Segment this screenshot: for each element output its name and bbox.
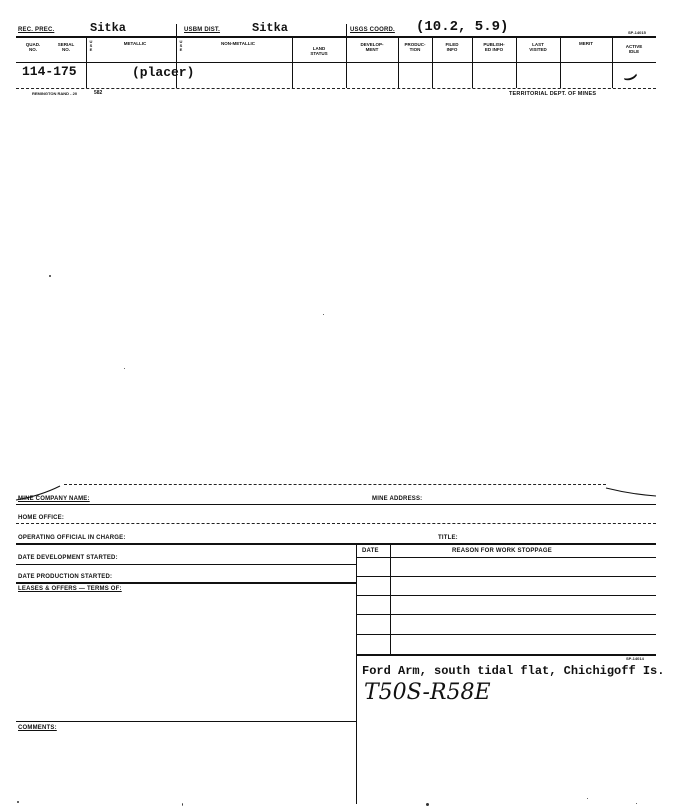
scan-speck (323, 314, 324, 315)
stoppage-row-5 (356, 654, 656, 656)
location-note: Ford Arm, south tidal flat, Chichigoff Is. (362, 664, 665, 678)
date-production-label: DATE PRODUCTION STARTED: (18, 574, 113, 580)
usbm-divider (346, 24, 347, 37)
usbm-dist-label: USBM DIST. (184, 27, 221, 33)
top-bottom-dash (16, 88, 656, 89)
leases-label: LEASES & OFFERS — TERMS OF: (18, 586, 122, 592)
title-label: TITLE: (438, 535, 458, 541)
rec-prec-label: REC. PREC. (18, 27, 55, 33)
top-footer-right: TERRITORIAL DEPT. OF MINES (509, 91, 597, 97)
col-merit: MERIT (579, 41, 593, 46)
stoppage-row-2 (356, 595, 656, 596)
col-div-2 (176, 37, 177, 88)
stoppage-reason-header: REASON FOR WORK STOPPAGE (452, 548, 552, 554)
scan-speck (124, 368, 125, 369)
stoppage-date-divider (390, 544, 391, 656)
comments-label: COMMENTS: (18, 725, 57, 731)
usgs-coord-value: (10.2, 5.9) (416, 19, 509, 35)
col-production: PRODUC- TION (404, 42, 426, 52)
top-footer-left-code: 582 (94, 90, 103, 96)
date-development-label: DATE DEVELOPMENT STARTED: (18, 555, 118, 561)
stoppage-left-border (356, 544, 357, 804)
active-idle-mark: ) (621, 71, 640, 85)
stoppage-row-4 (356, 634, 656, 635)
col-quad: QUAD. NO. (25, 42, 41, 52)
home-office-label: HOME OFFICE: (18, 515, 65, 521)
usgs-coord-label: USGS COORD. (350, 27, 395, 33)
col-development: DEVELOP- MENT (360, 42, 384, 52)
mine-company-name-label: MINE COMPANY NAME: (18, 496, 90, 502)
date-production-line (16, 582, 356, 584)
scan-speck (49, 275, 51, 277)
col-land-status: LAND STATUS (310, 46, 328, 56)
col-serial: SERIAL NO. (57, 42, 75, 52)
date-development-line (16, 564, 356, 565)
col-last-visited: LAST VISITED (529, 42, 547, 52)
handwritten-note: T50S-R58E (364, 680, 491, 705)
stoppage-date-header: DATE (362, 548, 379, 554)
col-use-metallic: U S E (89, 39, 93, 52)
col-use-nonmetallic: U S E (179, 39, 183, 52)
mine-address-label: MINE ADDRESS: (372, 496, 423, 502)
quad-serial-value: 114-175 (22, 64, 77, 79)
col-nonmetallic: NON-METALLIC (221, 41, 255, 46)
mine-company-line (16, 504, 656, 505)
col-active-idle: ACTIVE IDLE (625, 44, 643, 54)
usbm-dist-value: Sitka (252, 21, 289, 35)
bottom-record-card (0, 480, 678, 810)
col-published-info: PUBLISH- ED INFO (483, 42, 505, 52)
home-office-line (16, 523, 656, 524)
col-div-1 (86, 37, 87, 88)
comments-top-line (16, 721, 356, 722)
col-metallic: METALLIC (123, 41, 147, 46)
bottom-form-number: SP-14014 (626, 656, 644, 661)
col-div-3 (292, 37, 293, 88)
operating-official-line (16, 543, 656, 545)
col-filed-info: FILED INFO (445, 42, 459, 52)
stoppage-row-3 (356, 614, 656, 615)
metallic-value: (placer) (132, 65, 195, 80)
bottom-corner-curves (0, 480, 678, 510)
rec-prec-value: Sitka (90, 21, 127, 35)
rec-prec-divider (176, 24, 177, 37)
top-record-card (0, 0, 678, 100)
top-form-number: SP-14015 (628, 30, 646, 35)
top-footer-left: REMINGTON RAND - 20 (32, 91, 78, 96)
operating-official-label: OPERATING OFFICIAL IN CHARGE: (18, 535, 126, 541)
stoppage-row-1 (356, 576, 656, 577)
stoppage-header-line (356, 557, 656, 558)
